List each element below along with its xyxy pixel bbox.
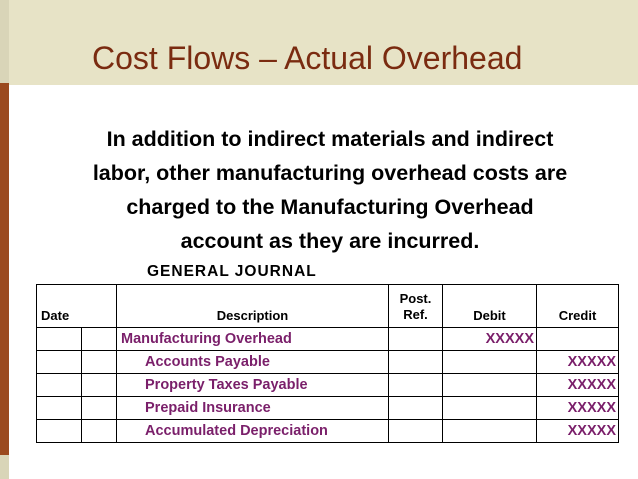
post-ref-cell: [389, 328, 443, 351]
post-ref-cell: [389, 397, 443, 420]
description-header: Description: [117, 285, 389, 328]
description-cell: Accounts Payable: [117, 351, 389, 374]
date-header: Date: [37, 285, 117, 328]
body-line: labor, other manufacturing overhead costs are: [92, 161, 568, 185]
debit-cell: [443, 420, 537, 443]
table-header-row: [37, 285, 619, 328]
credit-cell: XXXXX: [537, 397, 619, 420]
description-cell: Prepaid Insurance: [117, 397, 389, 420]
debit-cell: XXXXX: [443, 328, 537, 351]
accent-bar: [0, 83, 9, 455]
credit-header: Credit: [537, 285, 619, 328]
debit-header: Debit: [443, 285, 537, 328]
credit-cell: XXXXX: [537, 374, 619, 397]
description-cell: Manufacturing Overhead: [117, 328, 389, 351]
body-paragraph: [44, 122, 616, 258]
credit-cell: XXXXX: [537, 420, 619, 443]
post-ref-header: [389, 285, 443, 328]
date-day-cell: [82, 351, 117, 374]
table-row: [37, 374, 619, 397]
date-month-cell: [37, 397, 82, 420]
table-row: [37, 351, 619, 374]
credit-cell: XXXXX: [537, 351, 619, 374]
debit-cell: [443, 374, 537, 397]
body-line: In addition to indirect materials and indirect: [106, 127, 554, 151]
date-month-cell: [37, 374, 82, 397]
post-ref-cell: [389, 374, 443, 397]
table-row: [37, 328, 619, 351]
post-ref-cell: [389, 420, 443, 443]
slide-title: Cost Flows – Actual Overhead: [92, 40, 523, 76]
date-day-cell: [82, 397, 117, 420]
post-ref-header-bottom: Ref.: [403, 307, 428, 322]
description-cell: Accumulated Depreciation: [117, 420, 389, 443]
date-month-cell: [37, 420, 82, 443]
post-ref-cell: [389, 351, 443, 374]
date-day-cell: [82, 420, 117, 443]
body-line: account as they are incurred.: [180, 229, 480, 253]
description-cell: Property Taxes Payable: [117, 374, 389, 397]
general-journal-table: [36, 284, 619, 443]
debit-cell: [443, 397, 537, 420]
date-day-cell: [82, 328, 117, 351]
credit-cell: [537, 328, 619, 351]
table-row: [37, 420, 619, 443]
post-ref-header-top: Post.: [399, 291, 432, 306]
journal-label: GENERAL JOURNAL: [147, 263, 317, 280]
body-line: charged to the Manufacturing Overhead: [126, 195, 534, 219]
date-day-cell: [82, 374, 117, 397]
table-row: [37, 397, 619, 420]
date-month-cell: [37, 351, 82, 374]
date-month-cell: [37, 328, 82, 351]
debit-cell: [443, 351, 537, 374]
